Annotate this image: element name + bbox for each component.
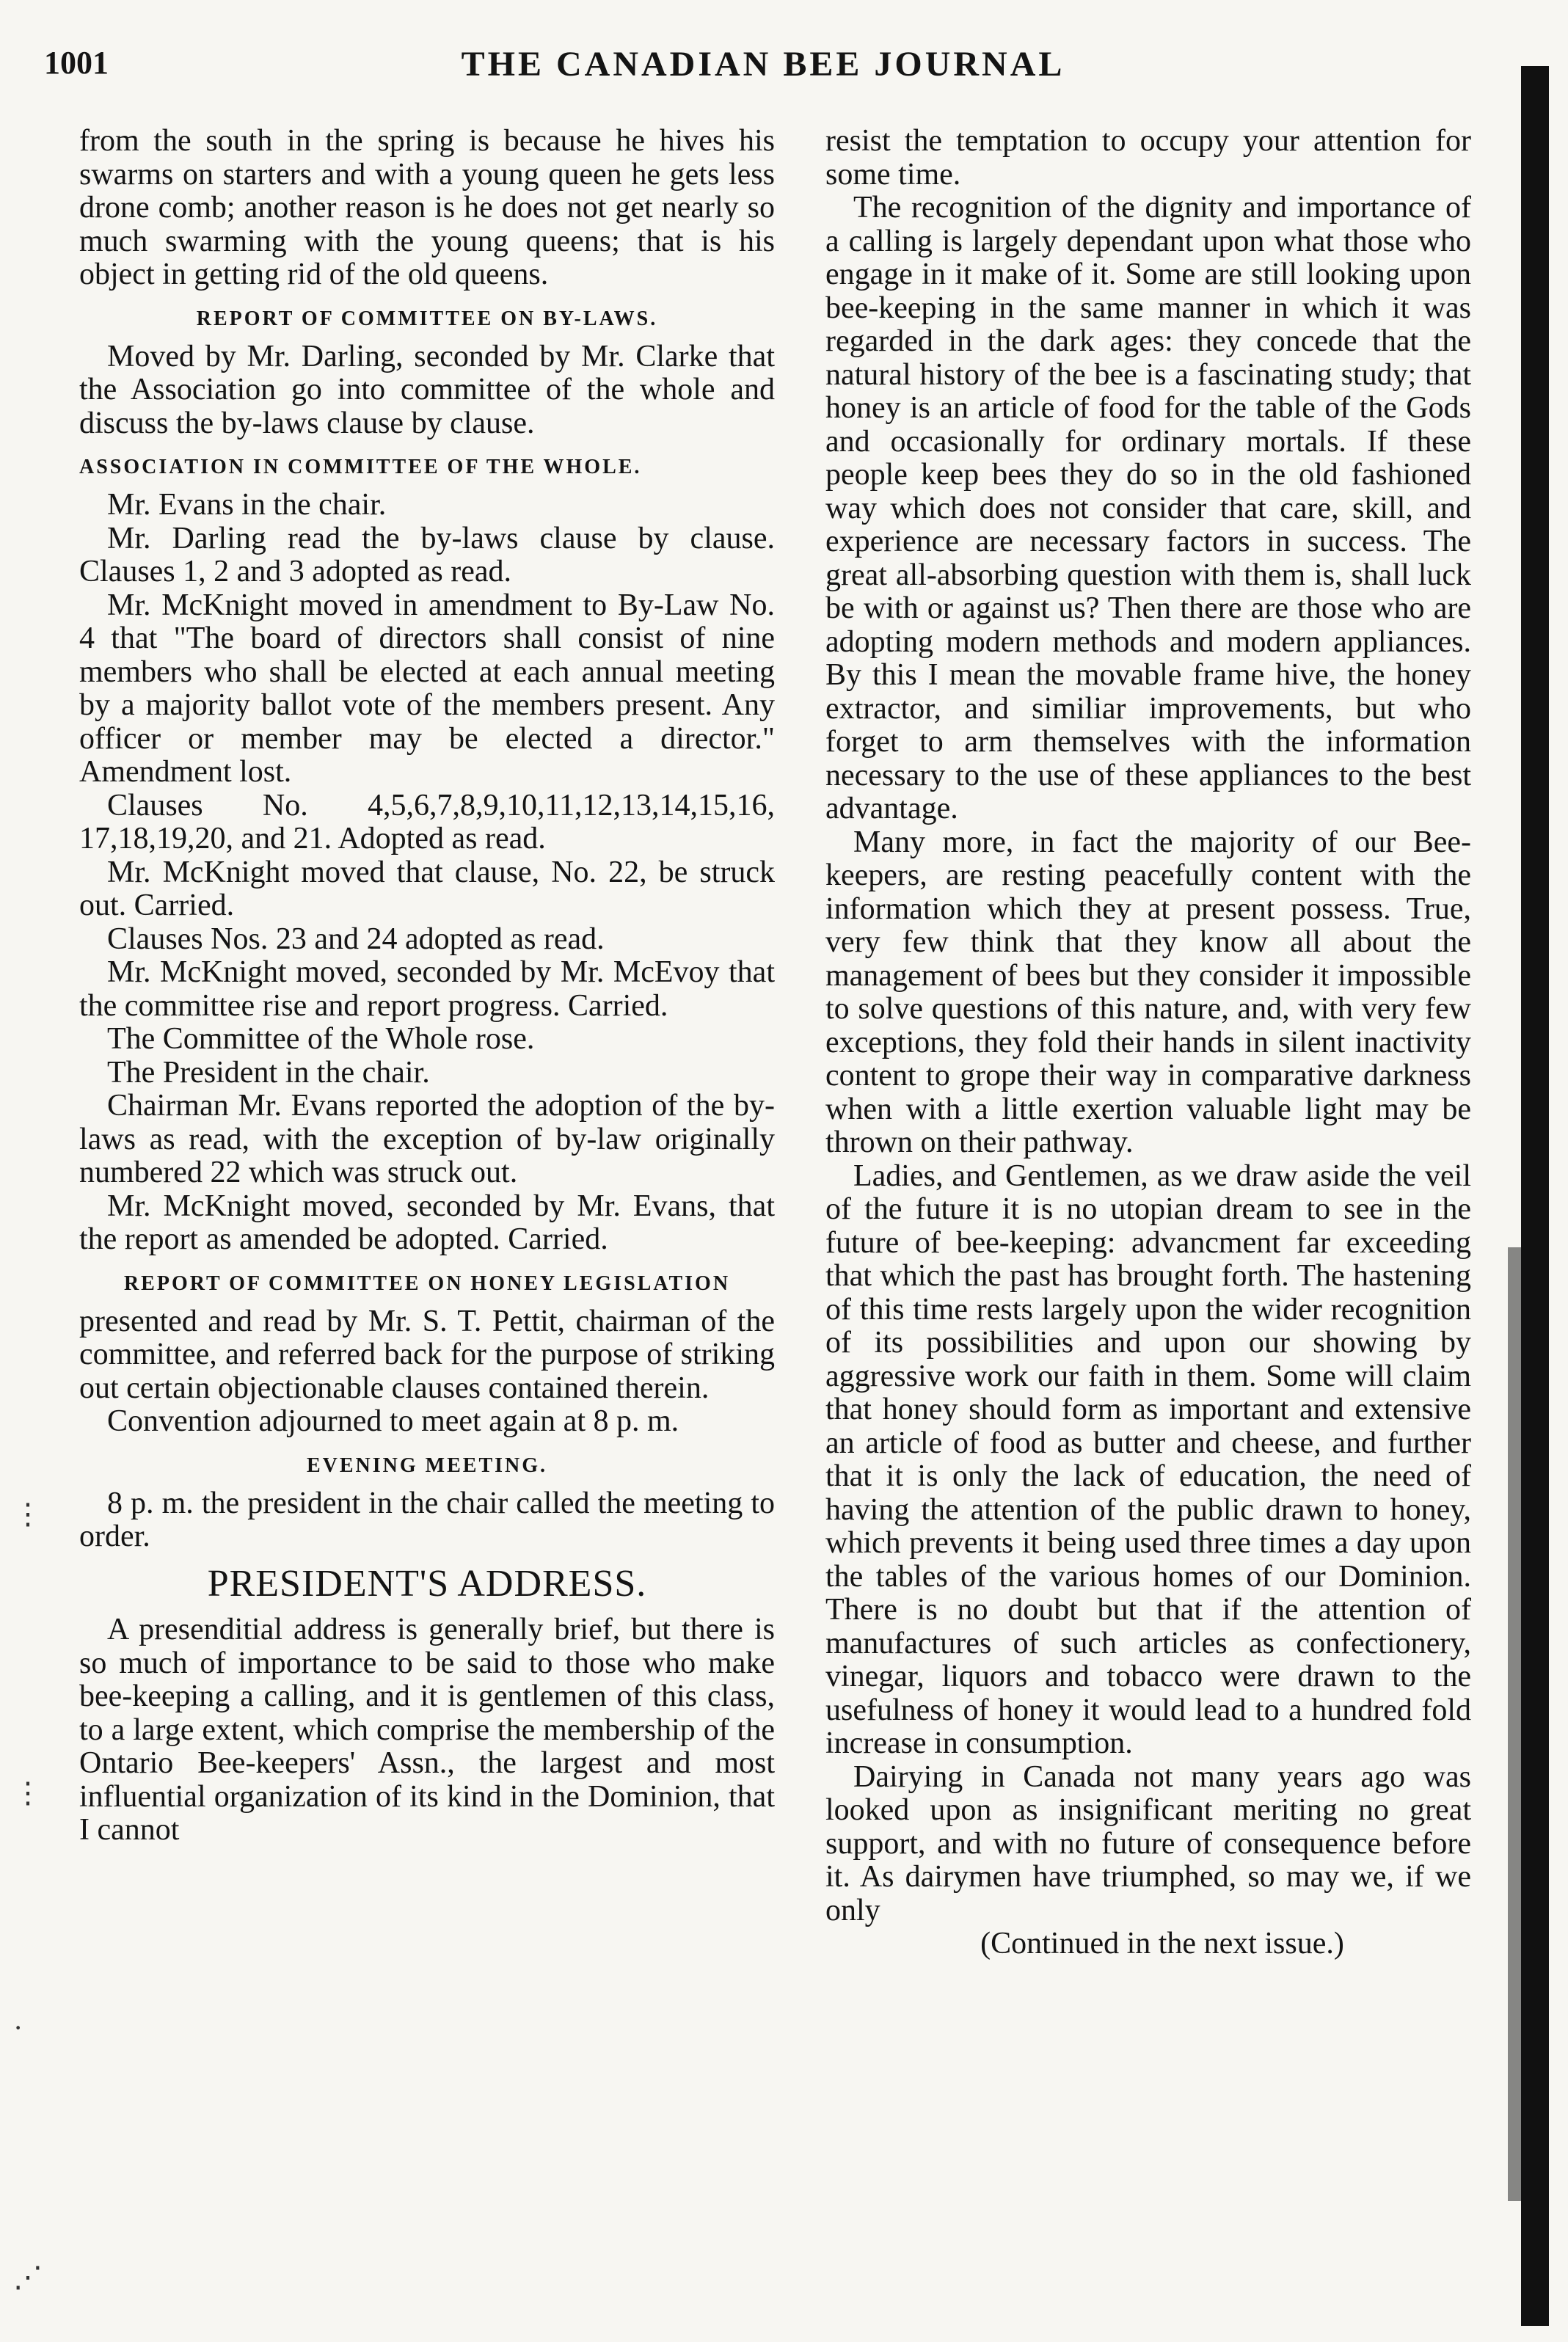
binding-shadow — [1521, 66, 1549, 2326]
paragraph: Mr. McKnight moved in amendment to By-Law No. 4 that "The board of directors shall consist of nine members who shall be elected at each annual meeting by a majority ballot vote of the members present. Any officer or member may be elected a director." Amendment lost. — [79, 588, 775, 789]
margin-speck: ⋮ — [13, 1498, 43, 1531]
paragraph: Clauses No. 4,5,6,7,8,9,10,11,12,13,14,15,16, 17,18,19,20, and 21. Adopted as read. — [79, 788, 775, 856]
page-header — [44, 44, 1482, 95]
section-heading-committee: ASSOCIATION IN COMMITTEE OF THE WHOLE. — [79, 456, 642, 478]
margin-speck: ⋮ — [13, 1776, 43, 1809]
journal-title: THE CANADIAN BEE JOURNAL — [461, 45, 1065, 84]
section-heading-presidents-address: PRESIDENT'S ADDRESS. — [207, 1562, 647, 1605]
paragraph: Clauses Nos. 23 and 24 adopted as read. — [107, 922, 605, 956]
paragraph: Mr. Darling read the by-laws clause by clause. Clauses 1, 2 and 3 adopted as read. — [79, 521, 775, 588]
paragraph: The recognition of the dignity and importance of a calling is largely dependant upon what those who engage in it make of it. Some are still looking upon bee-keeping in the same manner in which it was regarded in the dark ages: they concede that the natural history of the bee is a fascinating study; that honey is an article of food for the table of the Gods and occasionally for ordinary mortals. If these people keep bees they do so in the old fashioned way which does not consider that care, skill, and experience are necessary factors in success. The great all-absorbing question with them is, shall luck be with or against us? Then there are those who are adopting modern methods and modern appliances. By this I mean the movable frame hive, the honey extractor, and similiar improvements, but who forget to arm themselves with the information necessary to the use of these appliances to the best advantage. — [825, 191, 1471, 825]
paragraph: Many more, in fact the majority of our Bee-keepers, are resting peacefully content with the information which they at present possess. True, very few think that they know all about the management of bees but they consider it impossible to solve questions of this nature, and, with very few exceptions, they fold their hands in silent inactivity content to grope their way in comparative darkness when with a little exertion valuable light may be thrown on their pathway. — [825, 825, 1471, 1159]
paragraph: Convention adjourned to meet again at 8 p. m. — [107, 1404, 679, 1438]
right-column — [825, 125, 1471, 1961]
paragraph: Ladies, and Gentlemen, as we draw aside the veil of the future it is no utopian dream to see in the future of bee-keeping: advancment far exceeding that which the past has brought forth. The hastening of this time rests largely upon the wider recognition of its possibilities and upon our showing by aggressive work our faith in them. Some will claim that honey should form as important and extensive an article of food as butter and cheese, and further that it is only the lack of education, the need of having the attention of the public drawn to honey, which prevents it being used three times a day upon the tables of the various homes of our Dominion. There is no doubt but that if the attention of manufactures of such articles as confectionery, vinegar, liquors and tobacco were drawn to the usefulness of honey it would lead to a hundred fold increase in consumption. — [825, 1159, 1471, 1760]
page-number: 1001 — [44, 45, 109, 81]
paragraph: from the south in the spring is because he hives his swarms on starters and with a young queen he gets less drone comb; another reason is he does not get nearly so much swarming with the young queens; that is his object in getting rid of the old queens. — [79, 124, 775, 291]
margin-speck: · — [13, 2011, 23, 2044]
paragraph: presented and read by Mr. S. T. Pettit, chairman of the committee, and referred back for the purpose of striking out certain objectionable clauses contained therein. — [79, 1304, 775, 1405]
binding-shadow-fade — [1508, 1247, 1521, 2201]
continued-note: (Continued in the next issue.) — [980, 1927, 1344, 1960]
paragraph: Mr. McKnight moved, seconded by Mr. McEvoy that the committee rise and report progress. Carried. — [79, 955, 775, 1023]
paragraph: Moved by Mr. Darling, seconded by Mr. Clarke that the Association go into committee of the whole and discuss the by-laws clause by clause. — [79, 339, 775, 440]
paragraph: Dairying in Canada not many years ago was looked upon as insignificant meriting no great support, and with no future of consequence before it. As dairymen have triumphed, so may we, if we only — [825, 1759, 1471, 1927]
paragraph: Mr. Evans in the chair. — [107, 488, 387, 522]
section-heading-honey-legislation: REPORT OF COMMITTEE ON HONEY LEGISLATION — [123, 1272, 731, 1295]
paragraph: A presenditial address is generally brief, but there is so much of importance to be said to those who make bee-keeping a calling, and it is gentlemen of this class, to a large extent, which comprise the membership of the Ontario Bee-keepers' Assn., the largest and most influential organization of its kind in the Dominion, that I cannot — [79, 1613, 775, 1847]
paragraph: Chairman Mr. Evans reported the adoption of the by-laws as read, with the exception of by-law originally numbered 22 which was struck out. — [79, 1089, 775, 1189]
margin-speck: ⋰ — [13, 2261, 43, 2294]
paragraph: resist the temptation to occupy your attention for some time. — [825, 124, 1471, 191]
left-column — [79, 125, 775, 1847]
paragraph: Mr. McKnight moved, seconded by Mr. Evans, that the report as amended be adopted. Carried. — [79, 1189, 775, 1256]
paragraph: The President in the chair. — [107, 1055, 430, 1090]
paragraph: Mr. McKnight moved that clause, No. 22, be struck out. Carried. — [79, 855, 775, 922]
paragraph: The Committee of the Whole rose. — [107, 1022, 535, 1056]
paragraph: 8 p. m. the president in the chair called the meeting to order. — [79, 1486, 775, 1553]
section-heading-bylaws: REPORT OF COMMITTEE ON BY-LAWS. — [196, 307, 658, 330]
section-heading-evening: EVENING MEETING. — [306, 1453, 548, 1477]
